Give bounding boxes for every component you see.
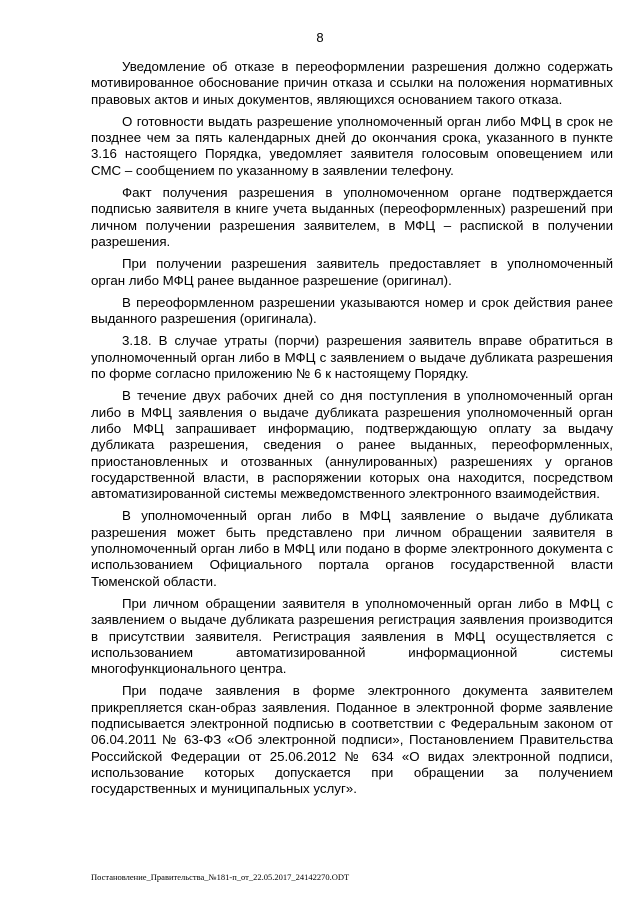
document-body xyxy=(91,59,613,803)
paragraph-9: При личном обращении заявителя в уполномоченный орган либо в МФЦ с заявлением о выдаче дубликата разрешения регистрация заявления производится в присутствии заявителя. Регистрация заявления в МФЦ осуществляется с использованием автоматизированной информационной системы многофункционального центра. xyxy=(91,595,613,677)
paragraph-10: При подаче заявления в форме электронного документа заявителем прикрепляется скан-образ заявления. Поданное в электронной форме заявление подписывается электронной подписью в соответствии с Федеральным законом от 06.04.2011 № 63-ФЗ «Об электронной подписи», Постановлением Правительства Российской Федерации от 25.06.2012 № 634 «О видах электронной подписи, использование которых допускается при обращении за получением государственных и муниципальных услуг». xyxy=(91,683,613,797)
paragraph-2: О готовности выдать разрешение уполномоченный орган либо МФЦ в срок не позднее чем за пять календарных дней до окончания срока, указанного в пункте 3.16 настоящего Порядка, уведомляет заявителя голосовым оповещением или СМС – сообщением по указанному в заявлении телефону. xyxy=(91,113,613,178)
paragraph-6: 3.18. В случае утраты (порчи) разрешения заявитель вправе обратиться в уполномоченный орган либо в МФЦ с заявлением о выдаче дубликата разрешения по форме согласно приложению № 6 к настоящему Порядку. xyxy=(91,333,613,382)
paragraph-7: В течение двух рабочих дней со дня поступления в уполномоченный орган либо в МФЦ заявления о выдаче дубликата разрешения уполномоченный орган либо МФЦ запрашивает информацию, подтверждающую оплату за выдачу дубликата разрешения, сведения о ранее выданных, переоформленных, приостановленных и отозванных (аннулированных) разрешениях у органов государственной власти, в распоряжении которых она находится, посредством автоматизированной системы межведомственного электронного взаимодействия. xyxy=(91,388,613,502)
paragraph-5: В переоформленном разрешении указываются номер и срок действия ранее выданного разрешения (оригинала). xyxy=(91,294,613,327)
paragraph-1: Уведомление об отказе в переоформлении разрешения должно содержать мотивированное обоснование причин отказа и ссылки на положения нормативных правовых актов и иных документов, являющихся основанием такого отказа. xyxy=(91,59,613,107)
page-number: 8 xyxy=(316,30,324,45)
paragraph-3: Факт получения разрешения в уполномоченном органе подтверждается подписью заявителя в книге учета выданных (переоформленных) разрешений при личном получении разрешения заявителем, в МФЦ – распиской в получении разрешения. xyxy=(91,185,613,249)
footer-filename: Постановление_Правительства_№181-п_от_22.05.2017_24142270.ODT xyxy=(91,872,350,882)
paragraph-8: В уполномоченный орган либо в МФЦ заявление о выдаче дубликата разрешения может быть представлено при личном обращении заявителя в уполномоченный орган либо в МФЦ или подано в форме электронного документа с использованием Официального портала органов государственной власти Тюменской области. xyxy=(91,508,613,589)
paragraph-4: При получении разрешения заявитель предоставляет в уполномоченный орган либо МФЦ ранее выданное разрешение (оригинал). xyxy=(91,256,613,288)
